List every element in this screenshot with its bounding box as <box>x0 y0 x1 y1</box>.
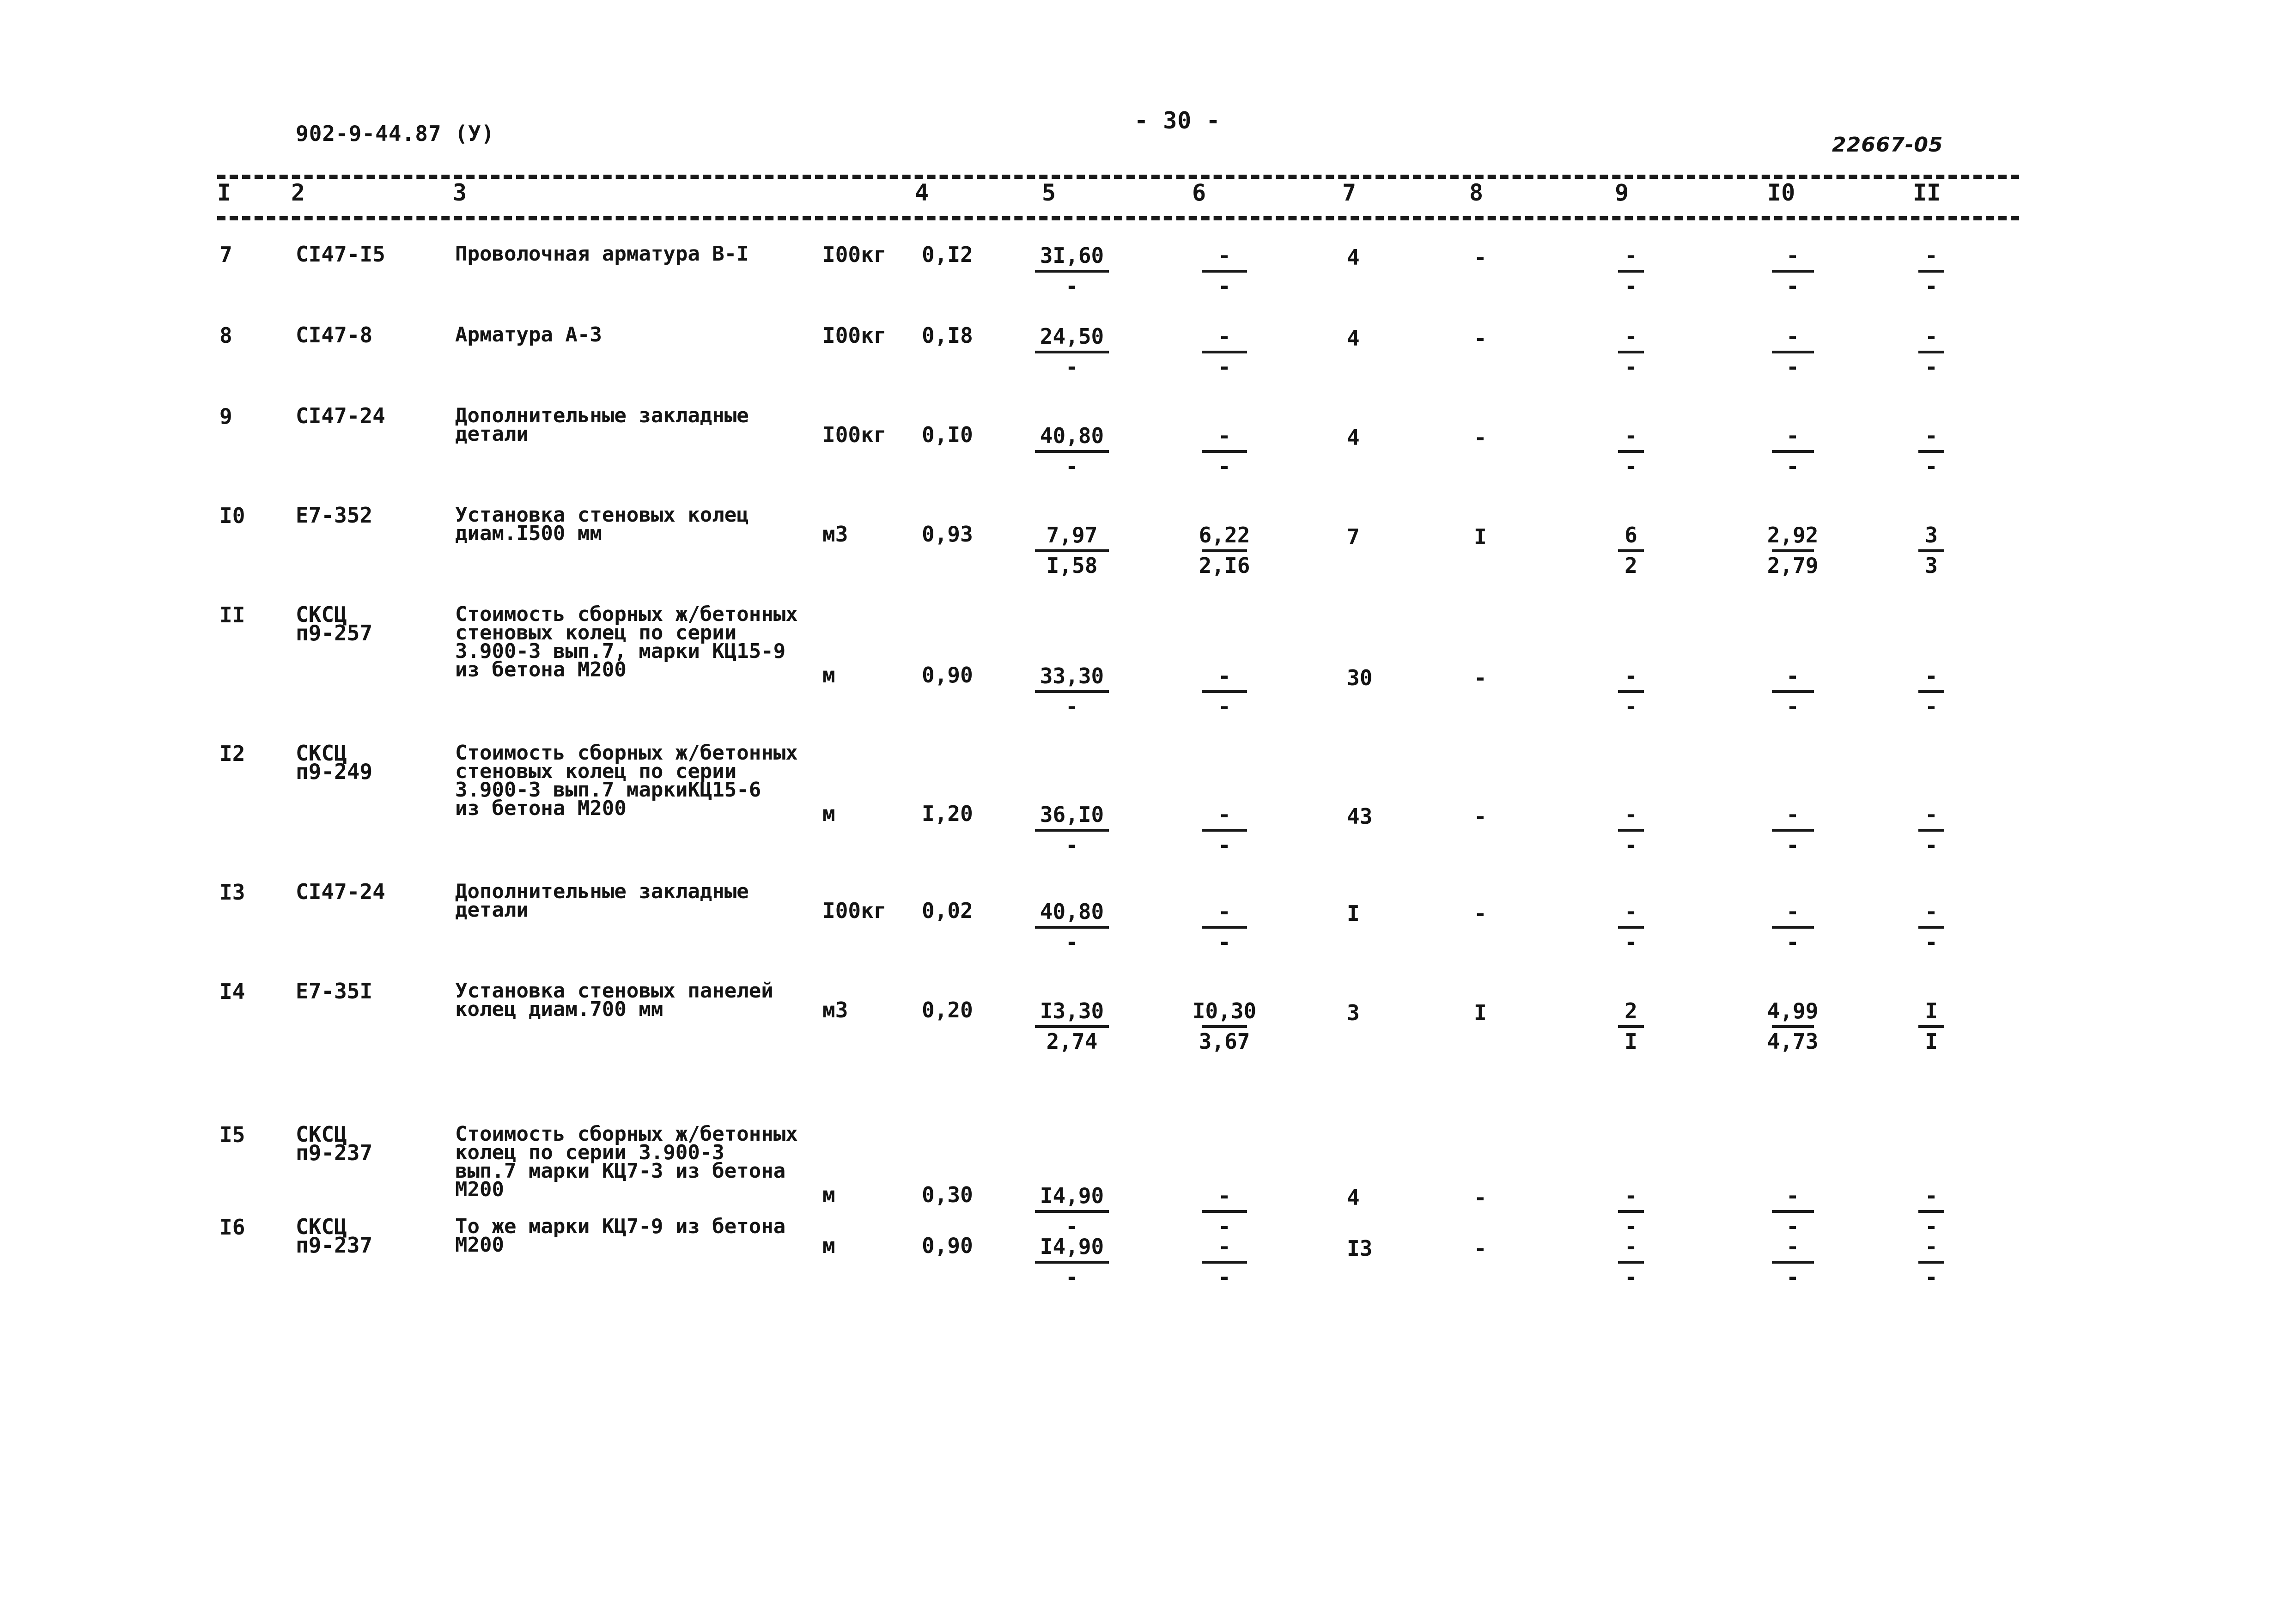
fraction-denominator: - <box>1625 274 1637 298</box>
fraction-numerator: - <box>1218 802 1231 827</box>
fraction-denominator: I,58 <box>1046 553 1098 578</box>
col-7-value: I <box>1347 901 1360 926</box>
fraction-numerator: - <box>1218 899 1231 924</box>
col-7-value: 4 <box>1347 425 1360 450</box>
fraction-numerator: 2,92 <box>1767 523 1819 547</box>
fraction-denominator: - <box>1786 1214 1799 1239</box>
fraction-numerator: - <box>1925 802 1938 827</box>
rate-code: CI47-24 <box>296 403 385 428</box>
rate-code: CI47-I5 <box>296 242 385 267</box>
fraction-denominator: - <box>1625 694 1637 719</box>
quantity: 0,02 <box>922 898 973 923</box>
unit: м <box>822 1233 835 1258</box>
rate-code: СКСЦ п9-249 <box>296 741 373 784</box>
unit: м <box>822 801 835 826</box>
fraction-denominator: 2,74 <box>1046 1029 1098 1054</box>
fraction-numerator: 36,I0 <box>1040 802 1104 827</box>
fraction-cell <box>1763 901 1823 953</box>
fraction-numerator: - <box>1925 899 1938 924</box>
fraction-bar <box>1918 1261 1944 1264</box>
quantity: 0,I8 <box>922 323 973 348</box>
fraction-denominator: - <box>1925 354 1938 379</box>
fraction-bar <box>1035 351 1109 353</box>
col-8-value: - <box>1474 1185 1487 1210</box>
column-number: 7 <box>1342 179 1357 206</box>
quantity: 0,I2 <box>922 242 973 267</box>
fraction-cell <box>1612 804 1649 856</box>
fraction-numerator: 2 <box>1625 998 1637 1023</box>
fraction-numerator: - <box>1925 243 1938 268</box>
fraction-cell <box>1612 901 1649 953</box>
unit: м3 <box>822 522 848 547</box>
row-number: II <box>219 602 245 627</box>
fraction-numerator: - <box>1218 423 1231 448</box>
fraction-cell <box>1763 245 1823 297</box>
fraction-bar <box>1202 270 1247 273</box>
fraction-denominator: - <box>1786 833 1799 858</box>
fraction-denominator: - <box>1786 1265 1799 1289</box>
unit: I00кг <box>822 323 887 348</box>
fraction-bar <box>1772 450 1814 453</box>
quantity: 0,30 <box>922 1182 973 1207</box>
fraction-numerator: - <box>1786 324 1799 349</box>
fraction-bar <box>1618 450 1644 453</box>
fraction-cell <box>1612 524 1649 576</box>
col-7-value: 4 <box>1347 245 1360 270</box>
rate-code: CI47-8 <box>296 322 373 347</box>
fraction-cell <box>1763 804 1823 856</box>
fraction-cell <box>1763 1236 1823 1288</box>
col-8-value: - <box>1474 901 1487 926</box>
fraction-denominator: - <box>1065 1265 1078 1289</box>
fraction-bar <box>1035 549 1109 552</box>
column-number: 5 <box>1042 179 1056 206</box>
fraction-cell <box>1035 245 1109 297</box>
fraction-numerator: I3,30 <box>1040 998 1104 1023</box>
fraction-denominator: - <box>1218 1214 1231 1239</box>
fraction-numerator: - <box>1625 1183 1637 1208</box>
fraction-numerator: 24,50 <box>1040 324 1104 349</box>
fraction-denominator: 3 <box>1925 553 1938 578</box>
col-8-value: I <box>1474 524 1487 549</box>
fraction-numerator: - <box>1625 663 1637 688</box>
fraction-numerator: - <box>1625 1234 1637 1259</box>
fraction-denominator: - <box>1625 1214 1637 1239</box>
fraction-bar <box>1918 1025 1944 1028</box>
fraction-cell <box>1612 1236 1649 1288</box>
column-number: 3 <box>453 179 467 206</box>
rate-code: E7-352 <box>296 503 373 528</box>
fraction-denominator: 2 <box>1625 553 1637 578</box>
fraction-bar <box>1035 1210 1109 1213</box>
fraction-cell <box>1913 1185 1950 1237</box>
fraction-numerator: - <box>1625 423 1637 448</box>
fraction-denominator: - <box>1625 454 1637 479</box>
fraction-denominator: - <box>1218 694 1231 719</box>
fraction-numerator: 3 <box>1925 523 1938 547</box>
fraction-denominator: - <box>1065 930 1078 955</box>
fraction-numerator: - <box>1786 423 1799 448</box>
fraction-numerator: 33,30 <box>1040 663 1104 688</box>
column-number: 8 <box>1469 179 1484 206</box>
col-7-value: 4 <box>1347 326 1360 351</box>
fraction-bar <box>1918 549 1944 552</box>
fraction-numerator: 6,22 <box>1199 523 1250 547</box>
fraction-bar <box>1772 1025 1814 1028</box>
fraction-denominator: - <box>1925 930 1938 955</box>
work-description: Стоимость сборных ж/бетонных стеновых колец по серии 3.900-3 вып.7, марки КЦ15-9 из бетона М200 <box>455 602 798 681</box>
column-number: 4 <box>915 179 929 206</box>
fraction-numerator: - <box>1625 243 1637 268</box>
fraction-bar <box>1202 450 1247 453</box>
quantity: 0,I0 <box>922 422 973 447</box>
column-number: 9 <box>1615 179 1629 206</box>
fraction-denominator: 2,I6 <box>1199 553 1250 578</box>
quantity: 0,93 <box>922 522 973 547</box>
fraction-bar <box>1202 926 1247 929</box>
fraction-denominator: - <box>1925 1214 1938 1239</box>
col-8-value: - <box>1474 425 1487 450</box>
fraction-numerator: 4,99 <box>1767 998 1819 1023</box>
fraction-bar <box>1918 351 1944 353</box>
fraction-numerator: - <box>1218 1183 1231 1208</box>
col-7-value: 30 <box>1347 665 1373 690</box>
fraction-numerator: - <box>1786 243 1799 268</box>
table-top-rule <box>217 175 2019 179</box>
fraction-cell <box>1192 1000 1257 1052</box>
fraction-bar <box>1035 270 1109 273</box>
row-number: I0 <box>219 503 245 528</box>
col-8-value: - <box>1474 804 1487 829</box>
row-number: I5 <box>219 1122 245 1147</box>
fraction-bar <box>1202 549 1247 552</box>
rate-code: E7-35I <box>296 979 373 1004</box>
row-number: 8 <box>219 323 232 348</box>
col-7-value: 4 <box>1347 1185 1360 1210</box>
fraction-cell <box>1035 1000 1109 1052</box>
fraction-numerator: I4,90 <box>1040 1183 1104 1208</box>
fraction-numerator: - <box>1786 802 1799 827</box>
fraction-cell <box>1035 804 1109 856</box>
fraction-numerator: - <box>1786 1183 1799 1208</box>
fraction-cell <box>1035 326 1109 377</box>
fraction-bar <box>1772 549 1814 552</box>
row-number: I6 <box>219 1215 245 1240</box>
fraction-denominator: - <box>1925 274 1938 298</box>
fraction-cell <box>1763 524 1823 576</box>
fraction-numerator: - <box>1786 899 1799 924</box>
fraction-denominator: - <box>1925 1265 1938 1289</box>
fraction-cell <box>1035 1236 1109 1288</box>
fraction-denominator: - <box>1625 930 1637 955</box>
fraction-cell <box>1612 326 1649 377</box>
rate-code: СКСЦ п9-237 <box>296 1214 373 1258</box>
fraction-bar <box>1618 690 1644 693</box>
fraction-cell <box>1612 245 1649 297</box>
column-number: 6 <box>1192 179 1206 206</box>
fraction-denominator: - <box>1786 274 1799 298</box>
column-number: I <box>217 179 231 206</box>
fraction-bar <box>1035 1261 1109 1264</box>
fraction-cell <box>1913 901 1950 953</box>
column-number: I0 <box>1767 179 1795 206</box>
rate-code: CI47-24 <box>296 879 385 904</box>
fraction-denominator: - <box>1065 694 1078 719</box>
fraction-denominator: - <box>1218 930 1231 955</box>
fraction-numerator: I4,90 <box>1040 1234 1104 1259</box>
fraction-numerator: - <box>1625 324 1637 349</box>
fraction-denominator: - <box>1786 454 1799 479</box>
col-8-value: I <box>1474 1000 1487 1025</box>
row-number: I3 <box>219 880 245 905</box>
fraction-bar <box>1618 829 1644 832</box>
fraction-cell <box>1192 1185 1257 1237</box>
fraction-bar <box>1918 690 1944 693</box>
fraction-bar <box>1035 829 1109 832</box>
estimate-table <box>0 217 2294 1372</box>
fraction-numerator: - <box>1925 1183 1938 1208</box>
fraction-bar <box>1202 1210 1247 1213</box>
work-description: Установка стеновых панелей колец диам.700 мм <box>455 979 773 1021</box>
fraction-bar <box>1202 1261 1247 1264</box>
fraction-numerator: - <box>1925 324 1938 349</box>
fraction-denominator: - <box>1218 354 1231 379</box>
fraction-denominator: - <box>1925 454 1938 479</box>
fraction-cell <box>1035 665 1109 717</box>
fraction-cell <box>1192 245 1257 297</box>
fraction-denominator: - <box>1625 1265 1637 1289</box>
fraction-cell <box>1192 1236 1257 1288</box>
fraction-bar <box>1035 926 1109 929</box>
fraction-cell <box>1913 425 1950 477</box>
fraction-bar <box>1202 829 1247 832</box>
fraction-denominator: - <box>1786 354 1799 379</box>
fraction-cell <box>1612 1185 1649 1237</box>
column-number: II <box>1913 179 1941 206</box>
fraction-bar <box>1772 351 1814 353</box>
fraction-bar <box>1202 351 1247 353</box>
fraction-numerator: - <box>1625 899 1637 924</box>
work-description: Стоимость сборных ж/бетонных колец по серии 3.900-3 вып.7 марки КЦ7-3 из бетона М200 <box>455 1122 798 1201</box>
fraction-numerator: 3I,60 <box>1040 243 1104 268</box>
fraction-bar <box>1918 1210 1944 1213</box>
fraction-cell <box>1192 665 1257 717</box>
fraction-bar <box>1918 450 1944 453</box>
fraction-denominator: - <box>1218 274 1231 298</box>
col-8-value: - <box>1474 665 1487 690</box>
fraction-cell <box>1913 804 1950 856</box>
fraction-denominator: 3,67 <box>1199 1029 1250 1054</box>
quantity: 0,20 <box>922 998 973 1022</box>
column-number-row <box>0 179 2294 207</box>
fraction-cell <box>1913 1000 1950 1052</box>
fraction-cell <box>1612 425 1649 477</box>
fraction-bar <box>1202 1025 1247 1028</box>
fraction-bar <box>1772 270 1814 273</box>
fraction-denominator: I <box>1625 1029 1637 1054</box>
fraction-bar <box>1918 270 1944 273</box>
fraction-cell <box>1913 1236 1950 1288</box>
row-number: I2 <box>219 741 245 766</box>
fraction-bar <box>1918 926 1944 929</box>
fraction-bar <box>1202 690 1247 693</box>
fraction-cell <box>1763 425 1823 477</box>
row-number: I4 <box>219 979 245 1004</box>
fraction-bar <box>1618 1025 1644 1028</box>
work-description: Установка стеновых колец диам.I500 мм <box>455 503 749 545</box>
quantity: 0,90 <box>922 1233 973 1258</box>
fraction-bar <box>1918 829 1944 832</box>
work-description: Арматура А-3 <box>455 323 602 347</box>
fraction-numerator: - <box>1218 663 1231 688</box>
fraction-numerator: - <box>1786 663 1799 688</box>
fraction-bar <box>1772 926 1814 929</box>
work-description: Дополнительные закладные детали <box>455 880 749 922</box>
fraction-numerator: - <box>1925 663 1938 688</box>
unit: м3 <box>822 998 848 1022</box>
unit: I00кг <box>822 898 887 923</box>
document-code: 902-9-44.87 (У) <box>296 121 495 146</box>
fraction-bar <box>1618 1210 1644 1213</box>
fraction-numerator: 7,97 <box>1046 523 1098 547</box>
fraction-numerator: - <box>1218 324 1231 349</box>
fraction-cell <box>1035 1185 1109 1237</box>
fraction-cell <box>1763 1185 1823 1237</box>
unit: I00кг <box>822 422 887 447</box>
fraction-cell <box>1763 1000 1823 1052</box>
col-8-value: - <box>1474 326 1487 351</box>
fraction-cell <box>1035 425 1109 477</box>
fraction-numerator: - <box>1218 243 1231 268</box>
fraction-denominator: - <box>1218 454 1231 479</box>
column-number: 2 <box>291 179 305 206</box>
fraction-denominator: - <box>1925 694 1938 719</box>
fraction-numerator: 40,80 <box>1040 423 1104 448</box>
quantity: I,20 <box>922 801 973 826</box>
fraction-numerator: 40,80 <box>1040 899 1104 924</box>
fraction-cell <box>1035 524 1109 576</box>
work-description: Дополнительные закладные детали <box>455 404 749 446</box>
fraction-cell <box>1612 665 1649 717</box>
fraction-numerator: I <box>1925 998 1938 1023</box>
fraction-bar <box>1618 270 1644 273</box>
work-description: То же марки КЦ7-9 из бетона М200 <box>455 1215 786 1257</box>
fraction-numerator: - <box>1786 1234 1799 1259</box>
fraction-cell <box>1192 804 1257 856</box>
col-7-value: I3 <box>1347 1236 1373 1261</box>
fraction-denominator: - <box>1065 1214 1078 1239</box>
fraction-denominator: - <box>1065 354 1078 379</box>
fraction-numerator: - <box>1925 1234 1938 1259</box>
fraction-denominator: - <box>1786 694 1799 719</box>
quantity: 0,90 <box>922 663 973 687</box>
handwritten-archive-code: 22667-05 <box>1832 133 1943 157</box>
fraction-denominator: - <box>1786 930 1799 955</box>
fraction-bar <box>1772 1261 1814 1264</box>
fraction-bar <box>1035 690 1109 693</box>
fraction-cell <box>1913 524 1950 576</box>
rate-code: СКСЦ п9-237 <box>296 1122 373 1165</box>
fraction-cell <box>1192 326 1257 377</box>
unit: м <box>822 1182 835 1207</box>
fraction-cell <box>1763 665 1823 717</box>
fraction-bar <box>1772 690 1814 693</box>
page-number: - 30 - <box>1134 107 1221 134</box>
fraction-numerator: - <box>1218 1234 1231 1259</box>
fraction-cell <box>1192 901 1257 953</box>
unit: м <box>822 663 835 687</box>
fraction-denominator: - <box>1065 833 1078 858</box>
fraction-denominator: - <box>1218 1265 1231 1289</box>
fraction-cell <box>1035 901 1109 953</box>
work-description: Стоимость сборных ж/бетонных стеновых колец по серии 3.900-3 вып.7 маркиКЦ15-6 из бетона М200 <box>455 741 798 820</box>
fraction-denominator: - <box>1925 833 1938 858</box>
row-number: 7 <box>219 242 232 267</box>
fraction-bar <box>1035 450 1109 453</box>
fraction-cell <box>1192 524 1257 576</box>
col-8-value: - <box>1474 1236 1487 1261</box>
fraction-bar <box>1772 1210 1814 1213</box>
col-8-value: - <box>1474 245 1487 270</box>
col-7-value: 3 <box>1347 1000 1360 1025</box>
fraction-denominator: I <box>1925 1029 1938 1054</box>
unit: I00кг <box>822 242 887 267</box>
fraction-cell <box>1612 1000 1649 1052</box>
col-7-value: 43 <box>1347 804 1373 829</box>
fraction-bar <box>1618 549 1644 552</box>
fraction-denominator: 2,79 <box>1767 553 1819 578</box>
fraction-denominator: - <box>1065 274 1078 298</box>
fraction-cell <box>1192 425 1257 477</box>
work-description: Проволочная арматура В-I <box>455 242 749 266</box>
fraction-cell <box>1913 665 1950 717</box>
fraction-numerator: - <box>1925 423 1938 448</box>
fraction-cell <box>1763 326 1823 377</box>
fraction-cell <box>1913 326 1950 377</box>
fraction-bar <box>1618 351 1644 353</box>
fraction-bar <box>1035 1025 1109 1028</box>
rate-code: СКСЦ п9-257 <box>296 602 373 645</box>
col-7-value: 7 <box>1347 524 1360 549</box>
fraction-bar <box>1618 1261 1644 1264</box>
fraction-numerator: I0,30 <box>1192 998 1257 1023</box>
fraction-bar <box>1618 926 1644 929</box>
fraction-numerator: - <box>1625 802 1637 827</box>
fraction-denominator: - <box>1065 454 1078 479</box>
fraction-denominator: - <box>1625 833 1637 858</box>
row-number: 9 <box>219 404 232 429</box>
fraction-bar <box>1772 829 1814 832</box>
fraction-denominator: - <box>1218 833 1231 858</box>
fraction-numerator: 6 <box>1625 523 1637 547</box>
fraction-cell <box>1913 245 1950 297</box>
fraction-denominator: 4,73 <box>1767 1029 1819 1054</box>
fraction-denominator: - <box>1625 354 1637 379</box>
